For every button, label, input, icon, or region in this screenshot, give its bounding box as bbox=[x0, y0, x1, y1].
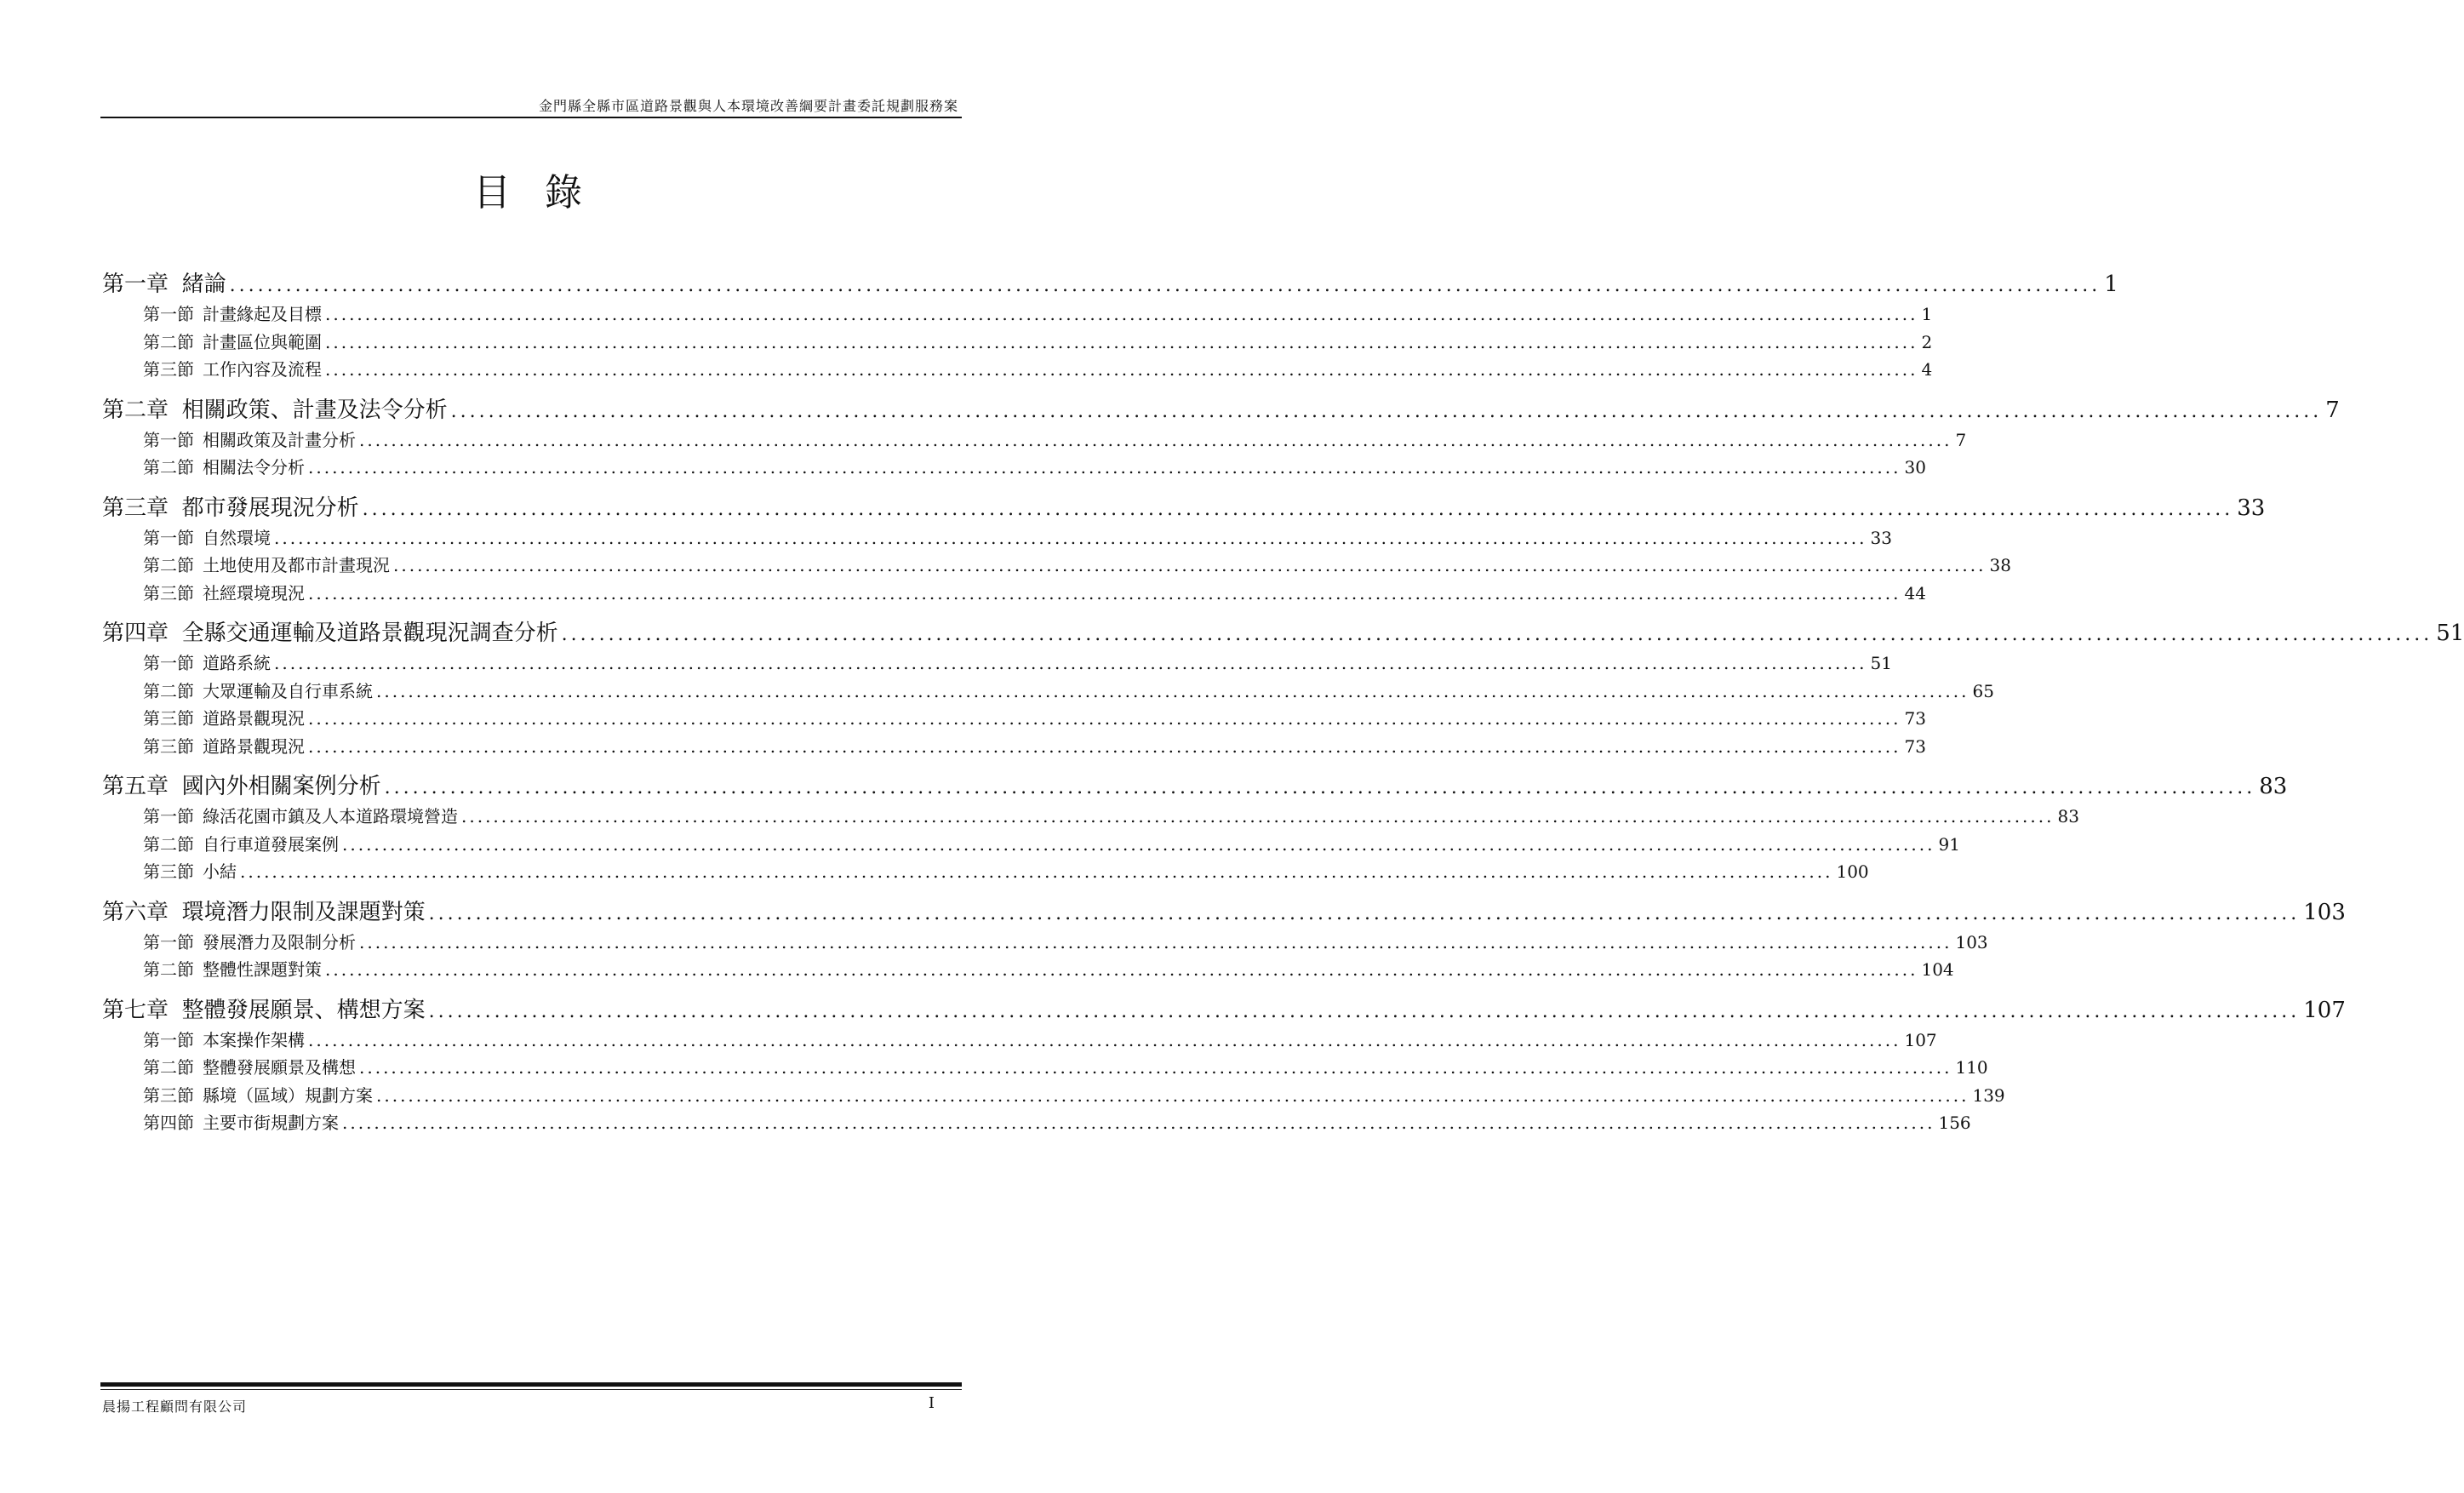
dot-leader: ........................................................................................................................................................................................................ bbox=[240, 861, 1833, 882]
toc-section-title: 道路系統 bbox=[203, 653, 271, 673]
toc-section-number: 第二節 bbox=[143, 680, 194, 701]
toc-chapter-page: 1 bbox=[2104, 272, 2118, 297]
toc-section-number: 第一節 bbox=[143, 1029, 194, 1050]
toc-chapter-page: 33 bbox=[2237, 495, 2266, 521]
dot-leader: ........................................................................................................................................................................................................ bbox=[274, 653, 1867, 673]
dot-leader: ........................................................................................................................................................................................................ bbox=[308, 708, 1901, 729]
toc-section-title: 計畫緣起及目標 bbox=[203, 304, 322, 324]
toc-section-number: 第一節 bbox=[143, 931, 194, 952]
toc-chapter-page: 7 bbox=[2325, 397, 2340, 423]
toc-section-page: 110 bbox=[1955, 1057, 1988, 1078]
toc-section-title: 相關法令分析 bbox=[203, 457, 305, 478]
dot-leader: ........................................................................................................................................................................................................ bbox=[308, 457, 1901, 478]
toc-chapter-title: 國內外相關案例分析 bbox=[181, 774, 381, 799]
toc-section[interactable] bbox=[102, 956, 1954, 984]
running-header-title: 金門縣全縣市區道路景觀與人本環境改善綱要計畫委託規劃服務案 bbox=[538, 98, 958, 114]
toc-section-number: 第三節 bbox=[143, 1084, 194, 1106]
footer-page-number: I bbox=[928, 1394, 935, 1412]
toc-section-title: 社經環境現況 bbox=[203, 582, 305, 603]
dot-leader: ........................................................................................................................................................................................................ bbox=[325, 959, 1918, 980]
toc-chapter-number: 第三章 bbox=[102, 495, 169, 521]
toc-section-title: 相關政策及計畫分析 bbox=[203, 429, 356, 450]
toc-section-number: 第三節 bbox=[143, 861, 194, 882]
toc-chapter-number: 第六章 bbox=[102, 899, 169, 925]
dot-leader: ........................................................................................................................................................................................................ bbox=[450, 400, 2323, 422]
toc-section-number: 第一節 bbox=[143, 429, 194, 450]
toc-section-title: 自然環境 bbox=[203, 527, 271, 548]
toc-chapter[interactable] bbox=[102, 394, 2340, 426]
toc-section-title: 整體性課題對策 bbox=[203, 959, 322, 980]
toc-section[interactable] bbox=[102, 580, 1926, 608]
toc-section[interactable] bbox=[102, 426, 1967, 455]
toc-section[interactable] bbox=[102, 803, 2079, 831]
toc-section[interactable] bbox=[102, 705, 1926, 733]
toc-section[interactable] bbox=[102, 858, 1869, 886]
toc-chapter-number: 第二章 bbox=[102, 397, 169, 423]
toc-section-page: 107 bbox=[1904, 1029, 1937, 1050]
toc-section-number: 第一節 bbox=[143, 806, 194, 827]
toc-section-page: 100 bbox=[1836, 861, 1869, 882]
toc-section-page: 4 bbox=[1921, 359, 1933, 380]
toc-section[interactable] bbox=[102, 678, 1994, 706]
toc-section-number: 第一節 bbox=[143, 304, 194, 324]
dot-leader: ........................................................................................................................................................................................................ bbox=[229, 275, 2101, 296]
dot-leader: ........................................................................................................................................................................................................ bbox=[308, 1029, 1901, 1050]
toc-section-number: 第二節 bbox=[143, 555, 194, 575]
toc-section-page: 139 bbox=[1972, 1084, 2005, 1106]
dot-leader: ........................................................................................................................................................................................................ bbox=[359, 429, 1952, 450]
toc-chapter[interactable] bbox=[102, 994, 2346, 1027]
toc-section-number: 第三節 bbox=[143, 582, 194, 603]
toc-section-number: 第二節 bbox=[143, 457, 194, 478]
toc-chapter-title: 整體發展願景、構想方案 bbox=[181, 997, 426, 1023]
toc-chapter-number: 第七章 bbox=[102, 997, 169, 1023]
toc-section-title: 土地使用及都市計畫現況 bbox=[203, 555, 390, 575]
footer-divider-thin bbox=[100, 1389, 962, 1390]
dot-leader: ........................................................................................................................................................................................................ bbox=[325, 331, 1918, 352]
toc-section-title: 綠活花園市鎮及人本道路環境營造 bbox=[203, 806, 458, 827]
table-of-contents bbox=[102, 268, 2464, 1137]
toc-section-page: 30 bbox=[1904, 457, 1926, 478]
toc-chapter[interactable] bbox=[102, 268, 2118, 300]
toc-chapter-number: 第五章 bbox=[102, 774, 169, 799]
toc-section-page: 33 bbox=[1870, 527, 1892, 548]
dot-leader: ........................................................................................................................................................................................................ bbox=[325, 304, 1918, 324]
toc-chapter-number: 第四章 bbox=[102, 621, 169, 646]
toc-chapter-page: 83 bbox=[2259, 774, 2288, 799]
dot-leader: ........................................................................................................................................................................................................ bbox=[561, 624, 2433, 645]
toc-section[interactable] bbox=[102, 929, 1988, 957]
toc-section[interactable] bbox=[102, 300, 1933, 329]
toc-section-page: 156 bbox=[1938, 1113, 1971, 1133]
dot-leader: ........................................................................................................................................................................................................ bbox=[461, 806, 2055, 827]
toc-section[interactable] bbox=[102, 454, 1926, 482]
toc-section[interactable] bbox=[102, 329, 1933, 357]
toc-section[interactable] bbox=[102, 1054, 1988, 1082]
toc-chapter-page: 107 bbox=[2303, 997, 2346, 1023]
toc-section-number: 第四節 bbox=[143, 1113, 194, 1133]
toc-section-number: 第二節 bbox=[143, 959, 194, 980]
toc-section[interactable] bbox=[102, 733, 1926, 761]
toc-section-title: 發展潛力及限制分析 bbox=[203, 931, 356, 952]
toc-section-number: 第二節 bbox=[143, 833, 194, 855]
toc-section[interactable] bbox=[102, 552, 2011, 580]
toc-section[interactable] bbox=[102, 1027, 1937, 1055]
toc-section[interactable] bbox=[102, 649, 1892, 678]
toc-section-page: 38 bbox=[1989, 555, 2011, 575]
dot-leader: ........................................................................................................................................................................................................ bbox=[376, 680, 1969, 701]
dot-leader: ........................................................................................................................................................................................................ bbox=[274, 527, 1867, 548]
toc-chapter-title: 都市發展現況分析 bbox=[181, 495, 359, 521]
dot-leader: ........................................................................................................................................................................................................ bbox=[428, 902, 2301, 924]
toc-section-title: 主要市街規劃方案 bbox=[203, 1113, 339, 1133]
toc-section-page: 44 bbox=[1904, 582, 1926, 603]
toc-section[interactable] bbox=[102, 524, 1892, 552]
dot-leader: ........................................................................................................................................................................................................ bbox=[359, 931, 1952, 952]
toc-section[interactable] bbox=[102, 1109, 1971, 1137]
header-divider bbox=[100, 117, 962, 118]
toc-section-title: 工作內容及流程 bbox=[203, 359, 322, 380]
toc-section[interactable] bbox=[102, 831, 1960, 859]
dot-leader: ........................................................................................................................................................................................................ bbox=[393, 555, 1987, 575]
toc-section-title: 整體發展願景及構想 bbox=[203, 1057, 356, 1078]
toc-chapter-title: 相關政策、計畫及法令分析 bbox=[181, 397, 448, 423]
toc-chapter-title: 緒論 bbox=[181, 272, 226, 297]
toc-section-page: 51 bbox=[1870, 653, 1892, 673]
toc-section-number: 第三節 bbox=[143, 735, 194, 757]
dot-leader: ........................................................................................................................................................................................................ bbox=[428, 1000, 2301, 1022]
toc-chapter-title: 環境潛力限制及課題對策 bbox=[181, 899, 426, 925]
dot-leader: ........................................................................................................................................................................................................ bbox=[308, 582, 1901, 603]
toc-section-page: 73 bbox=[1904, 735, 1926, 757]
toc-chapter-title: 全縣交通運輸及道路景觀現況調查分析 bbox=[181, 621, 558, 646]
toc-section-number: 第三節 bbox=[143, 708, 194, 729]
toc-section-title: 縣境（區域）規劃方案 bbox=[203, 1084, 373, 1106]
toc-section-page: 104 bbox=[1921, 959, 1954, 980]
footer-divider-thick bbox=[100, 1382, 962, 1387]
toc-section-title: 本案操作架構 bbox=[203, 1029, 305, 1050]
toc-chapter-number: 第一章 bbox=[102, 272, 169, 297]
toc-section-number: 第一節 bbox=[143, 527, 194, 548]
toc-section-title: 道路景觀現況 bbox=[203, 708, 305, 729]
toc-chapter[interactable] bbox=[102, 492, 2266, 524]
toc-section-title: 大眾運輸及自行車系統 bbox=[203, 680, 373, 701]
toc-section[interactable] bbox=[102, 356, 1933, 384]
toc-section-title: 計畫區位與範圍 bbox=[203, 331, 322, 352]
toc-section-page: 103 bbox=[1955, 931, 1988, 952]
dot-leader: ........................................................................................................................................................................................................ bbox=[384, 777, 2256, 798]
toc-chapter[interactable] bbox=[102, 617, 2464, 649]
toc-chapter-page: 103 bbox=[2303, 899, 2346, 925]
toc-chapter-page: 51 bbox=[2436, 621, 2464, 646]
toc-title: 目錄 bbox=[473, 171, 616, 215]
toc-section-page: 7 bbox=[1955, 429, 1967, 450]
toc-section-title: 自行車道發展案例 bbox=[203, 833, 339, 855]
toc-section-title: 道路景觀現況 bbox=[203, 735, 305, 757]
dot-leader: ........................................................................................................................................................................................................ bbox=[342, 1113, 1935, 1133]
toc-section-number: 第二節 bbox=[143, 1057, 194, 1078]
dot-leader: ........................................................................................................................................................................................................ bbox=[342, 833, 1935, 855]
toc-chapter[interactable] bbox=[102, 770, 2288, 803]
dot-leader: ........................................................................................................................................................................................................ bbox=[308, 735, 1901, 757]
dot-leader: ........................................................................................................................................................................................................ bbox=[325, 359, 1918, 380]
toc-chapter[interactable] bbox=[102, 896, 2346, 929]
toc-section-page: 91 bbox=[1938, 833, 1960, 855]
toc-section-title: 小結 bbox=[203, 861, 237, 882]
dot-leader: ........................................................................................................................................................................................................ bbox=[362, 498, 2234, 520]
toc-section-number: 第三節 bbox=[143, 359, 194, 380]
dot-leader: ........................................................................................................................................................................................................ bbox=[376, 1084, 1969, 1106]
footer-company-name: 晨揚工程顧問有限公司 bbox=[102, 1399, 248, 1415]
toc-section-number: 第一節 bbox=[143, 653, 194, 673]
toc-section-number: 第二節 bbox=[143, 331, 194, 352]
toc-section-page: 73 bbox=[1904, 708, 1926, 729]
toc-section-page: 1 bbox=[1921, 304, 1933, 324]
toc-section-page: 65 bbox=[1972, 680, 1994, 701]
toc-section-page: 83 bbox=[2057, 806, 2079, 827]
toc-section-page: 2 bbox=[1921, 331, 1933, 352]
toc-section[interactable] bbox=[102, 1082, 2005, 1110]
dot-leader: ........................................................................................................................................................................................................ bbox=[359, 1057, 1952, 1078]
